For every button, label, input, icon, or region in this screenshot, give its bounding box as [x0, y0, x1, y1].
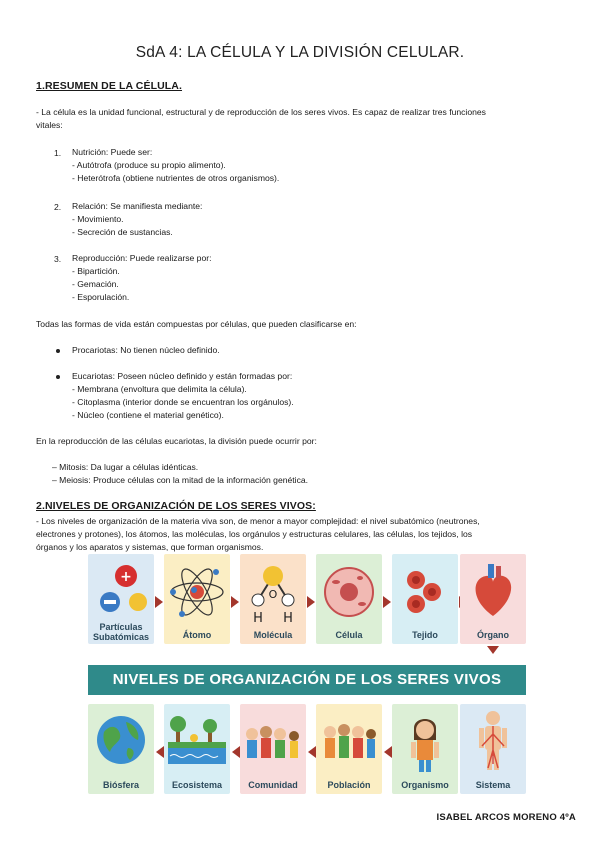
- division-intro: En la reproducción de las células eucariotas, la división puede ocurrir por:: [36, 436, 317, 446]
- list-number: 1.: [54, 148, 62, 158]
- tile-biosphere: [88, 704, 154, 794]
- tile-label: Biósfera: [102, 780, 139, 790]
- heart-icon: [460, 554, 526, 626]
- list-item: - Bipartición.: [72, 266, 120, 276]
- function-reproduction: Reproducción: Puede realizarse por:: [72, 253, 212, 263]
- arrow-left-icon: [232, 746, 240, 758]
- tile-tissue: [392, 554, 458, 644]
- prokaryotes-text: Procariotas: No tienen núcleo definido.: [72, 345, 220, 355]
- svg-text:H: H: [253, 611, 263, 626]
- arrow-right-icon: [231, 596, 239, 608]
- list-item: - Movimiento.: [72, 214, 124, 224]
- intro-text-cont: vitales:: [36, 120, 63, 130]
- intro-text: - La célula es la unidad funcional, estructural y de reproducción de los seres vivos. Es capaz de realizar tres funciones: [36, 107, 486, 117]
- tile-label: Ecosistema: [171, 780, 223, 790]
- tile-organism: [392, 704, 458, 794]
- bullet-icon: [56, 375, 60, 379]
- arrow-left-icon: [384, 746, 392, 758]
- arrow-right-icon: [383, 596, 391, 608]
- tile-label: Partículas Subatómicas: [92, 622, 150, 642]
- list-item: - Autótrofa (produce su propio alimento).: [72, 160, 226, 170]
- organization-text: órganos y los aparatos y sistemas, que forman organismos.: [36, 542, 264, 552]
- arrow-left-icon: [308, 746, 316, 758]
- author-signature: ISABEL ARCOS MORENO 4ºA: [436, 812, 576, 823]
- bullet-icon: [56, 349, 60, 353]
- list-item: - Membrana (envoltura que delimita la célula).: [72, 384, 247, 394]
- tile-subatomic: [88, 554, 154, 644]
- tile-label: Tejido: [412, 630, 438, 640]
- mitosis-text: – Mitosis: Da lugar a células idénticas.: [52, 462, 199, 472]
- list-item: - Citoplasma (interior donde se encuentran los orgánulos).: [72, 397, 294, 407]
- list-item: - Núcleo (contiene el material genético).: [72, 410, 224, 420]
- population-icon: [316, 704, 382, 776]
- arrow-right-icon: [307, 596, 315, 608]
- tissue-icon: [392, 554, 458, 626]
- molecule-icon: [240, 554, 306, 626]
- eukaryotes-text: Eucariotas: Poseen núcleo definido y están formadas por:: [72, 371, 293, 381]
- cells-intro: Todas las formas de vida están compuestas por células, que pueden clasificarse en:: [36, 319, 357, 329]
- svg-text:O: O: [268, 588, 278, 601]
- arrow-right-icon: [155, 596, 163, 608]
- organism-icon: [392, 704, 458, 776]
- tile-label: Molécula: [253, 630, 293, 640]
- arrow-down-icon: [487, 646, 499, 654]
- organization-text: electrones y protones), los átomos, las moléculas, los orgánulos y estructuras celulares, las células, los tejidos, los: [36, 529, 473, 539]
- svg-text:H: H: [283, 611, 293, 626]
- community-icon: [240, 704, 306, 776]
- tile-label: Átomo: [182, 630, 212, 640]
- charge-icon: [88, 554, 154, 626]
- tile-ecosystem: [164, 704, 230, 794]
- function-nutrition: Nutrición: Puede ser:: [72, 147, 153, 157]
- atom-icon: [164, 554, 230, 626]
- tile-label: Comunidad: [248, 780, 298, 790]
- tile-cell: [316, 554, 382, 644]
- tile-atom: [164, 554, 230, 644]
- tile-label: Organismo: [401, 780, 449, 790]
- meiosis-text: – Meiosis: Produce células con la mitad de la información genética.: [52, 475, 309, 485]
- list-item: - Heterótrofa (obtiene nutrientes de otros organismos).: [72, 173, 280, 183]
- cell-icon: [316, 554, 382, 626]
- section-heading-organization-levels: 2.NIVELES DE ORGANIZACIÓN DE LOS SERES VIVOS:: [36, 500, 316, 512]
- tile-system: [460, 704, 526, 794]
- tile-organ: [460, 554, 526, 644]
- arrow-left-icon: [156, 746, 164, 758]
- organization-text: - Los niveles de organización de la materia viva son, de menor a mayor complejidad: el nivel subatómico (neutrones,: [36, 516, 480, 526]
- tile-label: Sistema: [475, 780, 511, 790]
- tile-population: [316, 704, 382, 794]
- infographic-banner: NIVELES DE ORGANIZACIÓN DE LOS SERES VIVOS: [88, 665, 526, 695]
- earth-icon: [88, 704, 154, 776]
- list-item: - Secreción de sustancias.: [72, 227, 173, 237]
- list-item: - Esporulación.: [72, 292, 130, 302]
- list-number: 3.: [54, 254, 62, 264]
- organization-levels-infographic: [88, 554, 526, 798]
- function-relation: Relación: Se manifiesta mediante:: [72, 201, 203, 211]
- ecosystem-icon: [164, 704, 230, 776]
- section-heading-cell-summary: 1.RESUMEN DE LA CÉLULA.: [36, 80, 183, 92]
- tile-label: Población: [327, 780, 371, 790]
- tile-label: Célula: [335, 630, 363, 640]
- tile-community: [240, 704, 306, 794]
- svg-text:+: +: [120, 569, 132, 585]
- document-title: SdA 4: LA CÉLULA Y LA DIVISIÓN CELULAR.: [135, 44, 465, 61]
- tile-molecule: [240, 554, 306, 644]
- system-icon: [460, 704, 526, 776]
- tile-label: Órgano: [476, 630, 509, 640]
- list-number: 2.: [54, 202, 62, 212]
- list-item: - Gemación.: [72, 279, 119, 289]
